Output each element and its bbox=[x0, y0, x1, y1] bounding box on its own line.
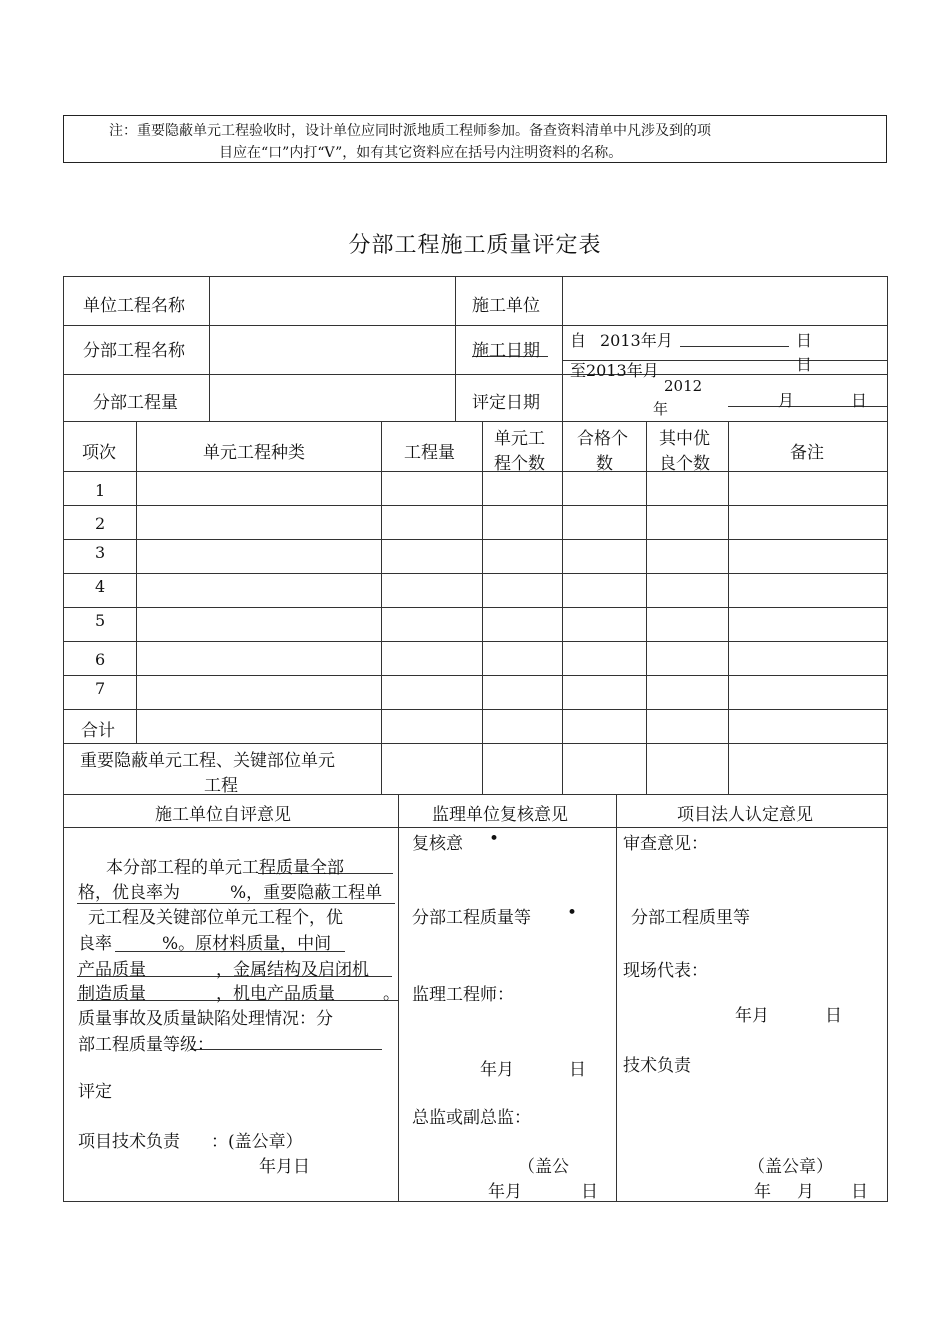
note-line-1: 注：重要隐蔽单元工程验收时，设计单位应同时派地质工程师参加。备查资料清单中凡涉及到的项 bbox=[109, 123, 711, 139]
owner-rep: 现场代表： bbox=[623, 961, 708, 981]
self-eval-header: 施工单位自评意见 bbox=[155, 805, 291, 825]
supervisor-review: 复核意 bbox=[412, 834, 463, 854]
col-header-unit-count-l2: 程个数 bbox=[494, 454, 545, 474]
eval-month: 月 bbox=[778, 391, 795, 410]
col-header-quantity: 工程量 bbox=[404, 443, 455, 463]
date-from-prefix: 自 bbox=[570, 331, 587, 350]
supervisor-seal: （盖公 bbox=[518, 1157, 569, 1177]
owner-date2-m: 月 bbox=[797, 1182, 814, 1202]
col-header-unit-count-l1: 单元工 bbox=[494, 429, 545, 449]
page-title: 分部工程施工质量评定表 bbox=[348, 233, 602, 258]
sub-project-qty-label: 分部工程量 bbox=[93, 393, 178, 413]
key-units-label-l1: 重要隐蔽单元工程、关键部位单元 bbox=[80, 751, 335, 771]
owner-header: 项目法人认定意见 bbox=[677, 805, 813, 825]
table-row-number: 2 bbox=[95, 514, 106, 533]
col-header-pass-l1: 合格个 bbox=[577, 429, 628, 449]
unit-project-name-label: 单位工程名称 bbox=[83, 296, 185, 316]
note-line-2: 目应在“口”内打“V”，如有其它资料应在括号内注明资料的名称。 bbox=[219, 145, 623, 161]
self-eval-p6c: 。 bbox=[383, 984, 400, 1004]
eval-day: 日 bbox=[851, 391, 868, 410]
self-eval-p10b: ：(盖公章） bbox=[211, 1132, 303, 1152]
self-eval-p2b: %，重要隐蔽工程单 bbox=[230, 883, 383, 903]
eval-year[interactable]: 2012 bbox=[664, 377, 703, 395]
table-row-number: 4 bbox=[95, 577, 106, 596]
owner-seal: （盖公章） bbox=[748, 1157, 833, 1177]
total-row-label: 合计 bbox=[81, 721, 115, 741]
construction-date-label: 施工日期 bbox=[472, 341, 540, 361]
col-header-unit-type: 单元工程种类 bbox=[203, 443, 305, 463]
owner-grade: 分部工程质里等 bbox=[631, 908, 750, 928]
self-eval-p4: 良率 bbox=[78, 934, 112, 954]
construction-unit-label: 施工单位 bbox=[472, 296, 540, 316]
table-row-number: 5 bbox=[95, 611, 106, 630]
col-header-excellent-l2: 良个数 bbox=[659, 454, 710, 474]
self-eval-p1: 本分部工程的单元工程质量全部 bbox=[106, 858, 344, 878]
eval-date-label: 评定日期 bbox=[472, 393, 540, 413]
bullet-icon: • bbox=[567, 903, 578, 923]
self-eval-p9: 评定 bbox=[78, 1082, 112, 1102]
self-eval-p2: 格，优良率为 bbox=[78, 883, 180, 903]
self-eval-p5: 产品质量 bbox=[78, 960, 146, 980]
key-units-label-l2: 工程 bbox=[204, 776, 238, 796]
supervisor-date1-d: 日 bbox=[569, 1060, 586, 1080]
table-row-number: 7 bbox=[95, 679, 106, 698]
date-from-year[interactable]: 2013年月 bbox=[600, 331, 673, 350]
owner-date1-ym: 年月 bbox=[735, 1006, 769, 1026]
self-eval-p8: 部工程质量等级： bbox=[78, 1035, 214, 1055]
date-to-day: 日 bbox=[796, 355, 813, 374]
supervisor-date1-ym: 年月 bbox=[480, 1060, 514, 1080]
owner-date2-d: 日 bbox=[851, 1182, 868, 1202]
owner-date1-d: 日 bbox=[825, 1006, 842, 1026]
bullet-icon: • bbox=[489, 829, 500, 849]
supervisor-header: 监理单位复核意见 bbox=[432, 805, 568, 825]
self-eval-p7: 质量事故及质量缺陷处理情况：分 bbox=[78, 1009, 333, 1029]
self-eval-p6: 制造质量 bbox=[78, 984, 146, 1004]
table-row-number: 6 bbox=[95, 650, 106, 669]
supervisor-date2-ym: 年月 bbox=[488, 1182, 522, 1202]
self-eval-p4b: %。原材料质量，中间 bbox=[162, 934, 332, 954]
table-row-number: 1 bbox=[95, 481, 106, 500]
self-eval-p3: 元工程及关键部位单元工程个，优 bbox=[88, 908, 343, 928]
sub-project-name-label: 分部工程名称 bbox=[83, 341, 185, 361]
date-to[interactable]: 至2013年月 bbox=[570, 361, 659, 380]
col-header-pass-l2: 数 bbox=[596, 454, 613, 474]
supervisor-chief: 总监或副总监： bbox=[412, 1108, 531, 1128]
owner-tech: 技术负责 bbox=[623, 1056, 691, 1076]
eval-year-unit: 年 bbox=[653, 400, 669, 418]
self-eval-p5b: ，金属结构及启闭机 bbox=[216, 960, 369, 980]
col-header-item: 项次 bbox=[82, 443, 116, 463]
supervisor-date2-d: 日 bbox=[581, 1182, 598, 1202]
owner-date2-y: 年 bbox=[754, 1182, 771, 1202]
col-header-remarks: 备注 bbox=[790, 443, 824, 463]
date-from-day: 日 bbox=[796, 331, 813, 350]
self-eval-date: 年月日 bbox=[259, 1157, 310, 1177]
supervisor-engineer: 监理工程师： bbox=[412, 985, 514, 1005]
col-header-excellent-l1: 其中优 bbox=[659, 429, 710, 449]
owner-review: 审查意见： bbox=[623, 834, 708, 854]
self-eval-p6b: ，机电产品质量 bbox=[216, 984, 335, 1004]
supervisor-grade: 分部工程质量等 bbox=[412, 908, 531, 928]
self-eval-p10: 项目技术负责 bbox=[78, 1132, 180, 1152]
table-row-number: 3 bbox=[95, 543, 106, 562]
